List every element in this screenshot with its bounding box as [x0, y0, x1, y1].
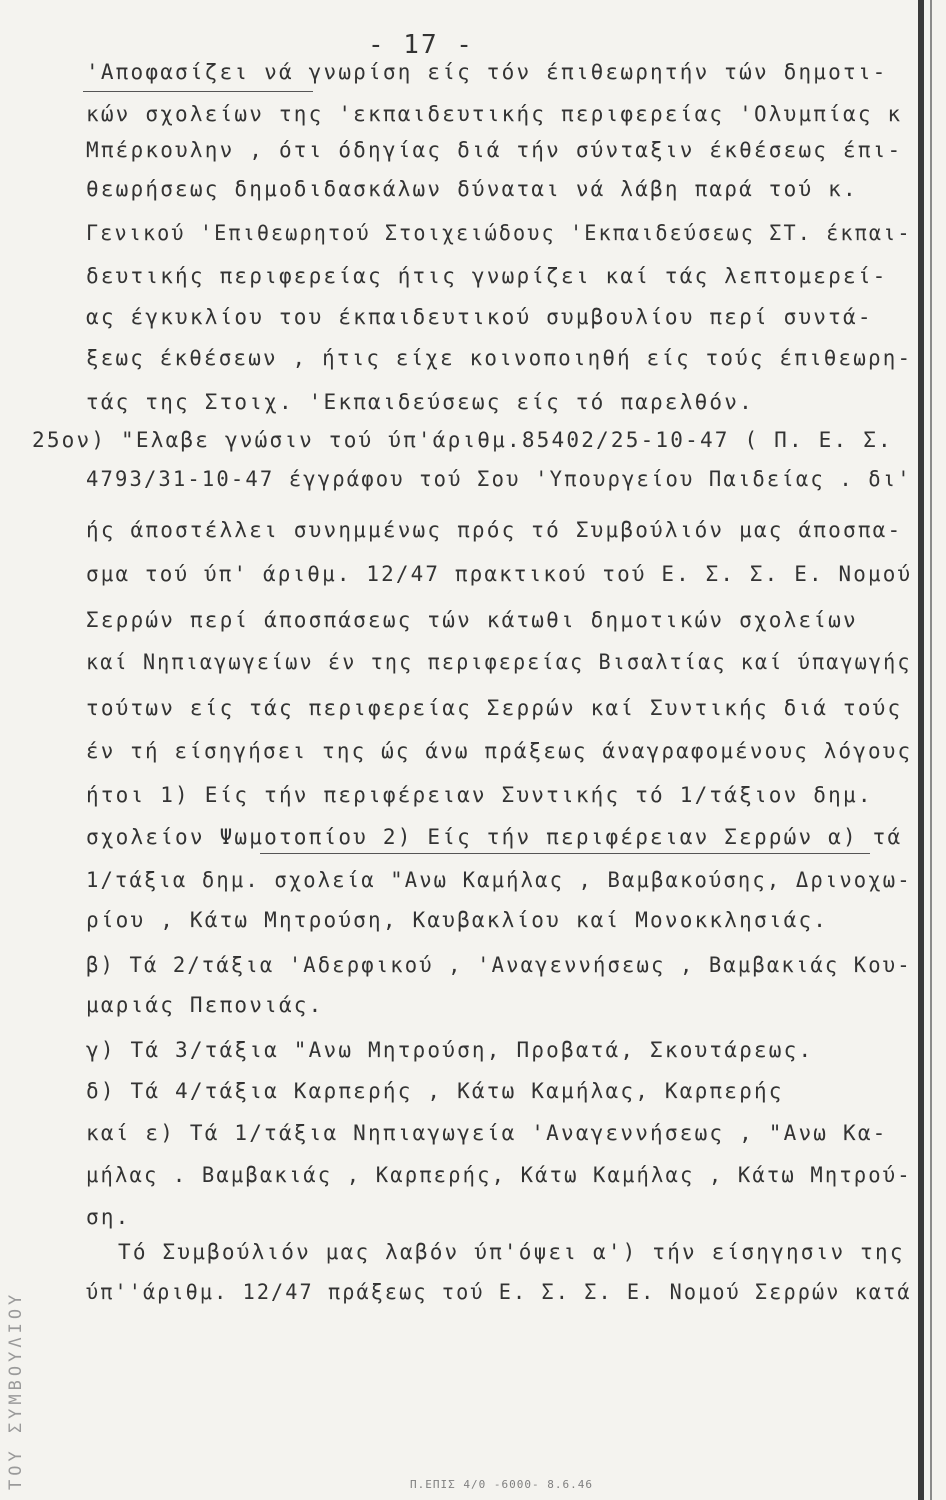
binding-edge [918, 0, 924, 1500]
margin-vertical-text: ΤΟΥ ΣΥΜΒΟΥΛΙΟΥ [6, 1290, 26, 1490]
text-line: Σερρών περί άποσπάσεως τών κάτωθι δημοτικών σχολείων [86, 608, 858, 632]
text-line: ήτοι 1) Είς τήν περιφέρειαν Συντικής τό 1/τάξιον δημ. [86, 783, 873, 807]
text-line: γ) Τά 3/τάξια "Ανω Μητρούση, Προβατά, Σκουτάρεως. [86, 1038, 814, 1062]
text-line: μαριάς Πεπονιάς. [86, 993, 324, 1017]
text-line: ας έγκυκλίου του έκπαιδευτικού συμβουλίου περί συντά- [86, 305, 873, 329]
text-line: σμα τού ύπ' άριθμ. 12/47 πρακτικού τού Ε. Σ. Σ. Ε. Νομού [86, 562, 913, 586]
text-line: σχολείον Ψωμοτοπίου 2) Είς τήν περιφέρειαν Σερρών α) τά [86, 825, 903, 849]
underline-rule [260, 853, 870, 854]
text-line: θεωρήσεως δημοδιδασκάλων δύναται νά λάβη παρά τού κ. [86, 177, 858, 201]
binding-edge-shadow [930, 0, 932, 1500]
text-line: δ) Τά 4/τάξια Καρπερής , Κάτω Καμήλας, Καρπερής [86, 1079, 784, 1103]
text-line: τάς της Στοιχ. 'Εκπαιδεύσεως είς τό παρελθόν. [86, 390, 754, 414]
text-line: ση. [86, 1205, 131, 1229]
text-line: Τό Συμβούλιόν μας λαβόν ύπ'όψει α') τήν είσηγησιν της [118, 1240, 905, 1264]
text-line: 25ον) "Ελαβε γνώσιν τού ύπ'άριθμ.85402/25-10-47 ( Π. Ε. Σ. [32, 428, 893, 452]
text-line: β) Τά 2/τάξια 'Αδερφικού , 'Αναγεννήσεως , Βαμβακιάς Κου- [86, 953, 912, 977]
text-line: Γενικού 'Επιθεωρητού Στοιχειώδους 'Εκπαιδεύσεως ΣΤ. έκπαι- [86, 221, 912, 245]
footer-print-mark: Π.ΕΠΙΣ 4/0 -6000- 8.6.46 [410, 1478, 593, 1491]
text-line: δευτικής περιφερείας ήτις γνωρίζει καί τάς λεπτομερεί- [86, 264, 888, 288]
underline-rule [83, 91, 313, 92]
text-line: μήλας . Βαμβακιάς , Καρπερής, Κάτω Καμήλας , Κάτω Μητρού- [86, 1163, 912, 1187]
text-line: τούτων είς τάς περιφερείας Σερρών καί Συντικής διά τούς [86, 696, 903, 720]
text-line: καί Νηπιαγωγείων έν της περιφερείας Βισαλτίας καί ύπαγωγής [86, 650, 912, 674]
text-line: Μπέρκουλην , ότι όδηγίας διά τήν σύνταξιν έκθέσεως έπι- [86, 138, 903, 162]
text-line: έν τή είσηγήσει της ώς άνω πράξεως άναγραφομένους λόγους [86, 739, 913, 763]
text-line: ής άποστέλλει συνημμένως πρός τό Συμβούλιόν μας άποσπα- [86, 518, 903, 542]
text-line: 'Αποφασίζει νά γνωρίση είς τόν έπιθεωρητήν τών δημοτι- [86, 60, 888, 84]
text-line: ξεως έκθέσεων , ήτις είχε κοινοποιηθή είς τούς έπιθεωρη- [86, 346, 913, 370]
text-line: καί ε) Τά 1/τάξια Νηπιαγωγεία 'Αναγεννήσεως , "Ανω Κα- [86, 1121, 888, 1145]
text-line: 4793/31-10-47 έγγράφου τού Σου 'Υπουργείου Παιδείας . δι' [86, 467, 912, 491]
text-line: ύπ''άριθμ. 12/47 πράξεως τού Ε. Σ. Σ. Ε. Νομού Σερρών κατά [86, 1280, 912, 1304]
text-line: ρίου , Κάτω Μητρούση, Καυβακλίου καί Μονοκκλησιάς. [86, 908, 829, 932]
page-number: - 17 - [368, 30, 474, 60]
text-line: 1/τάξια δημ. σχολεία "Ανω Καμήλας , Βαμβακούσης, Δρινοχω- [86, 868, 912, 892]
text-line: κών σχολείων της 'εκπαιδευτικής περιφερείας 'Ολυμπίας κ [86, 102, 903, 126]
